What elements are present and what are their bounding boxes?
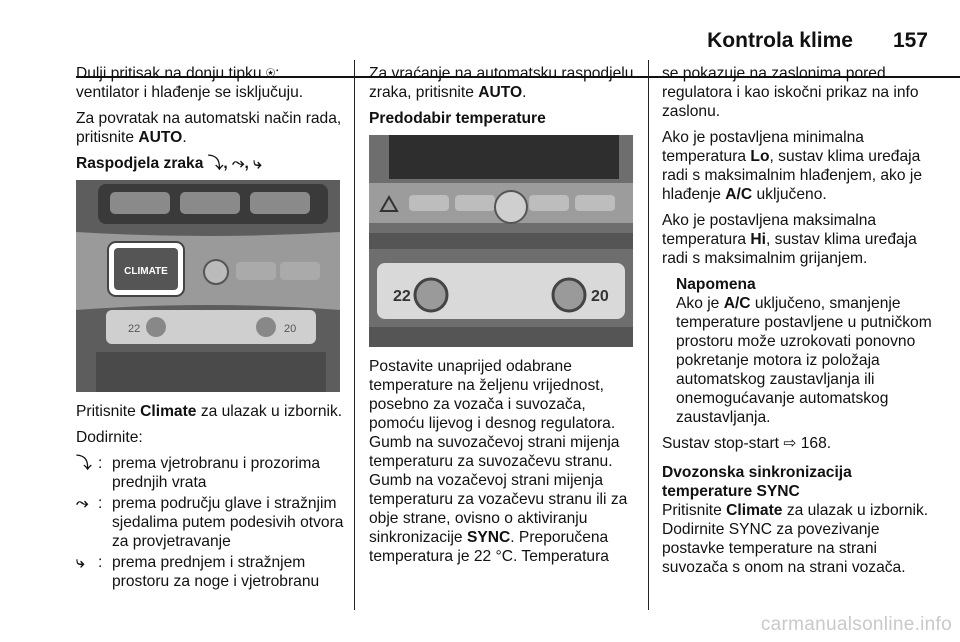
- column-divider: [354, 60, 355, 610]
- svg-text:22: 22: [128, 323, 141, 335]
- column-2: [369, 64, 637, 573]
- paragraph: se pokazuje na zaslonima pored regulatora i kao iskočni prikaz na info zaslonu.: [662, 65, 919, 120]
- page-header: [76, 28, 928, 54]
- note-title: Napomena: [676, 276, 756, 293]
- paragraph: Ako je postavljena maksimalna temperatura Hi, sustav klima uređaja radi s maksimalnim grijanjem.: [662, 212, 917, 267]
- paragraph: Za vraćanje na automatsku raspodjelu zraka, pritisnite AUTO.: [369, 65, 634, 101]
- airflow-list: [76, 454, 344, 591]
- paragraph: Pritisnite Climate za ulazak u izbornik. Dodirnite SYNC za povezivanje postavke temperature na strani suvozača s onom na strani vozača.: [662, 502, 929, 576]
- head-airflow-icon: ⤳: [76, 495, 89, 512]
- section-heading: Predodabir temperature: [369, 110, 546, 127]
- paragraph: Ako je postavljena minimalna temperatura Lo, sustav klima uređaja radi s maksimalnim hlađenjem, ako je hlađenje A/C uključeno.: [662, 129, 922, 203]
- svg-text:CLIMATE: CLIMATE: [124, 266, 168, 277]
- windscreen-airflow-icon: ⤵: [76, 455, 92, 472]
- paragraph: Postavite unaprijed odabrane temperature na željenu vrijednost, posebno za vozača i suvozača, pomoću lijevog i desnog regulatora. Gumb na suvozačevoj strani mijenja temperaturu za suvozačevu stranu. Gumb na vozačevoj strani mijenja temperaturu za vozačevu stranu ili za obje strane, ovisno o aktiviranju sinkronizacije SYNC. Preporučena temperatura je 22 °C. Temperatura: [369, 358, 628, 565]
- paragraph: Dodirnite:: [76, 429, 143, 446]
- column-divider: [648, 60, 649, 610]
- svg-text:20: 20: [591, 288, 609, 305]
- temperature-controls-photo: [369, 135, 633, 347]
- list-item: ⤳ : prema području glave i stražnjim sjedalima putem podesivih otvora za provjetravanje: [76, 495, 344, 550]
- column-1: [76, 64, 344, 595]
- climate-panel-illustration: [76, 180, 340, 392]
- watermark: carmanualsonline.info: [760, 614, 952, 635]
- svg-text:20: 20: [284, 323, 297, 335]
- list-item: ⤵ : prema vjetrobranu i prozorima prednjih vrata: [76, 455, 321, 491]
- temperature-controls-illustration: [369, 135, 633, 347]
- paragraph: Za povratak na automatski način rada, pritisnite AUTO.: [76, 110, 342, 146]
- cross-reference: Sustav stop-start ⇨ 168.: [662, 435, 832, 452]
- page-number: 157: [892, 29, 928, 52]
- list-item: ⤷ : prema prednjem i stražnjem prostoru za noge i vjetrobranu: [76, 554, 320, 590]
- svg-text:22: 22: [393, 288, 411, 305]
- paragraph: Pritisnite Climate za ulazak u izbornik.: [76, 403, 343, 420]
- section-heading: Dvozonska sinkronizacija temperature SYNC: [662, 464, 852, 500]
- page-title: Kontrola klime: [707, 29, 853, 52]
- column-3: [662, 64, 932, 584]
- climate-panel-photo: [76, 180, 340, 392]
- paragraph: Dulji pritisak na donju tipku ⍟: ventilator i hlađenje se isključuju.: [76, 65, 304, 101]
- note-text: Ako je A/C uključeno, smanjenje temperature postavljene u putničkom prostoru može uzrokovati ponovno pokretanje motora iz položaja automatskog zaustavljanja ili onemogućavanje automatskog zaustavljanja.: [676, 295, 932, 426]
- section-heading: Raspodjela zraka ⤵, ⤳, ⤷: [76, 155, 262, 172]
- note-box: [676, 275, 932, 427]
- footwell-airflow-icon: ⤷: [76, 554, 85, 571]
